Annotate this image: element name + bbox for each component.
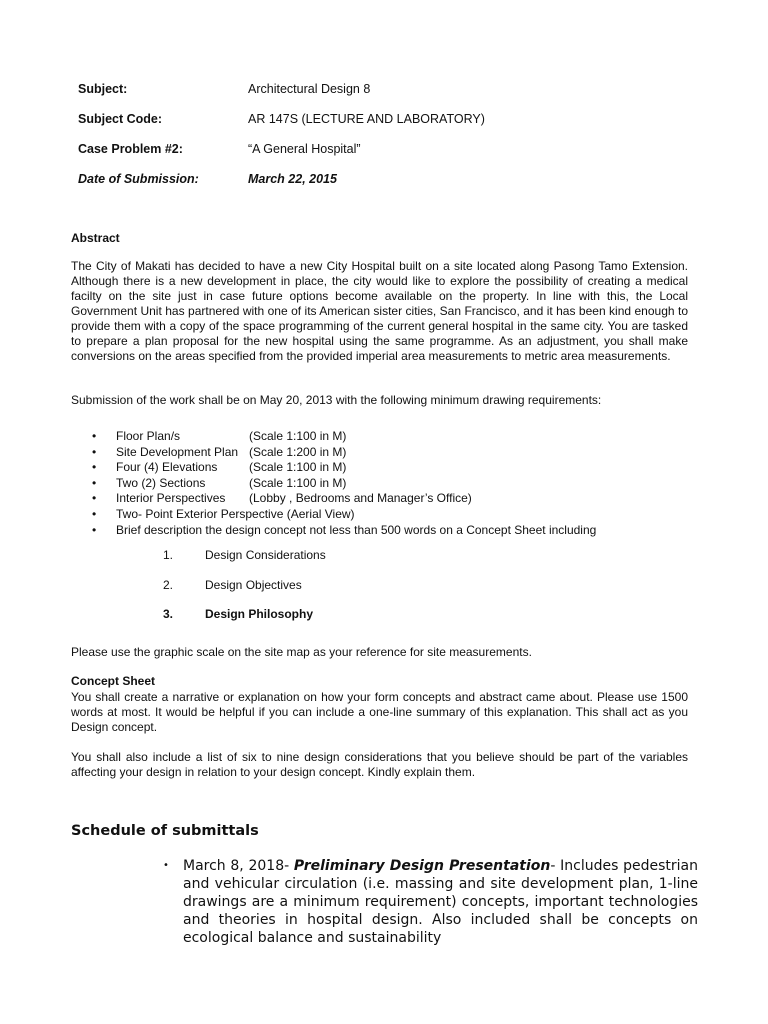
concept-sheet-heading: Concept Sheet: [71, 674, 156, 688]
subject-code-value: AR 147S (LECTURE AND LABORATORY): [248, 112, 485, 126]
date-label: Date of Submission:: [78, 172, 199, 186]
abstract-heading: Abstract: [71, 231, 120, 245]
graphic-scale-note: Please use the graphic scale on the site map as your reference for site measurements.: [71, 645, 532, 659]
bullet-icon: •: [92, 491, 97, 506]
schedule-description: - Includes pedestrian and vehicular circulation (i.e. massing and site development plan, 1-line drawings are a minimum requirement) concepts, important technologies and theories in hospital design. Also included shall be concepts on ecological balance and sustainability: [183, 858, 698, 946]
subject-value: Architectural Design 8: [248, 82, 371, 96]
bullet-icon: •: [92, 429, 97, 443]
concept-sheet-para-1: You shall create a narrative or explanation on how your form concepts and abstract came about. Please use 1500 words at most. It would be helpful if you can include a one-line summary of this explanation. This shall act as you Design concept.: [71, 690, 688, 734]
bullet-icon: •: [92, 506, 97, 521]
case-problem-label: Case Problem #2:: [78, 142, 183, 156]
case-problem-value: “A General Hospital”: [248, 142, 361, 156]
schedule-item: [163, 857, 698, 947]
bullet-icon: •: [92, 522, 97, 537]
subject-label: Subject:: [78, 82, 128, 96]
bullet-icon: •: [92, 444, 97, 459]
schedule-item-body: [183, 857, 698, 947]
schedule-event: Preliminary Design Presentation: [293, 858, 551, 874]
date-value: March 22, 2015: [248, 172, 337, 186]
schedule-date: March 8, 2018-: [183, 858, 294, 874]
abstract-body: The City of Makati has decided to have a new City Hospital built on a site located along Pasong Tamo Extension. Although there is a new development in place, the city would like to explore the possibility of creating a medical facilty on the site just in case future options become available on the property. In line with this, the Local Government Unit has partnered with one of its American sister cities, San Francisco, and it has been kind enough to provide them with a copy of the space programming of the current general hospital in the same city. You are tasked to prepare a plan proposal for the new hospital using the same programme. As an adjustment, you shall make conversions on the areas specified from the provided imperial area measurements to metric area measurements.: [71, 259, 688, 363]
concept-sheet-para-2: You shall also include a list of six to nine design considerations that you believe should be part of the variables affecting your design in relation to your design concept. Kindly explain them.: [71, 750, 688, 779]
subject-code-label: Subject Code:: [78, 112, 163, 126]
schedule-heading: Schedule of submittals: [71, 823, 259, 839]
bullet-icon: •: [92, 460, 97, 475]
bullet-icon: •: [92, 475, 97, 490]
submission-note: Submission of the work shall be on May 20, 2013 with the following minimum drawing requirements:: [71, 393, 602, 407]
document-page: Subject: Architectural Design 8 Subject Code: AR 147S (LECTURE AND LABORATORY) Case Problem #2: “A General Hospital” Date of Submission: March 22, 2015 Abstract The City of Makati has decided to have a new City Hospital built on a site located along Pasong Tamo Extension. Although there is a new development in place, the city would like to explore the possibility of creating a medical facilty on the site just in case future options become available on the property. In line with this, the Local Government Unit has partnered with one of its American sister cities, San Francisco, and it has been kind enough to provide them with a copy of the space programming of the current general hospital in the same city. You are tasked to prepare a plan proposal for the new hospital using the same programme. As an adjustment, you shall make conversions on the areas specified from the provided imperial area measurements to metric area measurements. Submission of the work shall be on May 20, 2013 with the following minimum drawing requirements: • Floor Plan/s (Scale 1:100 in M) • Site Development Plan (Scale 1:200 in M) • Four (4) Elevations (Scale 1:100 in M) • Two (2) Sections (Scale 1:100 in M) • Interior Perspectives (Lobby , Bedrooms and Manager’s Office) • Two- Point Exterior Perspective (Aerial View) • Brief description the design concept not less than 500 words on a Concept Sheet including 1. Design Considerations 2. Design Objectives 3. Design Philosophy Please use the graphic scale on the site map as your reference for site measurements. Concept Sheet You shall create a narrative or explanation on how your form concepts and abstract came about. Please use 1500 words at most. It would be helpful if you can include a one-line summary of this explanation. This shall act as you Design concept. You shall also include a list of six to nine design considerations that you believe should be part of the variables affecting your design in relation to your design concept. Kindly explain them. Schedule of submittals • March 8, 2018- Preliminary Design Presentation- Includes pedestrian and vehicular circulation (i.e. massing and site development plan, 1-line drawings are a minimum requirement) concepts, important technologies and theories in hospital design. Also included shall be concepts on ecological balance and sustainability: [71, 82, 698, 946]
bullet-icon: •: [163, 860, 169, 871]
